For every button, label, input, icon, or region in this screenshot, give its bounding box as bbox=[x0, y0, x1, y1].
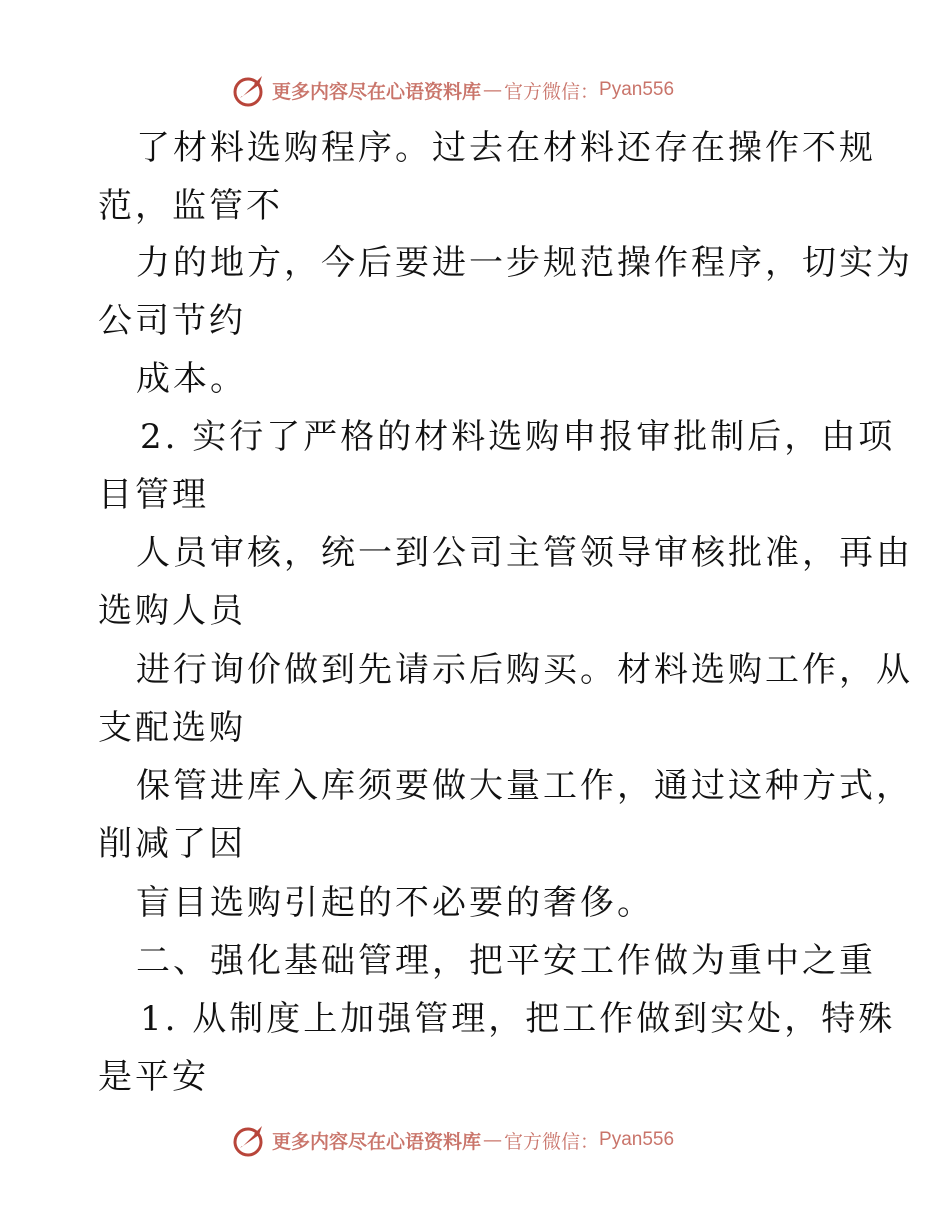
watermark-wechat-handle: Pyan556 bbox=[599, 1129, 675, 1150]
text-line: 盲目选购引起的不必要的奢侈。 bbox=[136, 883, 654, 923]
text-line: 公司节约 bbox=[98, 301, 246, 341]
text-line: 力的地方，今后要进一步规范操作程序，切实为 bbox=[136, 243, 913, 283]
text-line: 目管理 bbox=[98, 475, 209, 515]
watermark-brand: 更多内容尽在心语资料库 bbox=[272, 1130, 482, 1153]
header-watermark bbox=[232, 72, 674, 108]
text-line: 了材料选购程序。过去在材料还存在操作不规 bbox=[136, 128, 876, 168]
text-line: 支配选购 bbox=[98, 708, 246, 748]
watermark-official-label: 官方微信： bbox=[504, 1130, 600, 1153]
text-line: 削减了因 bbox=[98, 824, 246, 864]
watermark-brand: 更多内容尽在心语资料库 bbox=[272, 80, 482, 103]
text-line: 进行询价做到先请示后购买。材料选购工作，从 bbox=[136, 650, 913, 690]
watermark-wechat-handle: Pyan556 bbox=[599, 79, 675, 100]
watermark-dash: — bbox=[483, 1129, 503, 1151]
footer-watermark bbox=[232, 1122, 674, 1158]
text-line: 成本。 bbox=[136, 359, 247, 399]
quill-logo-icon bbox=[232, 72, 268, 108]
text-line: 2. 实行了严格的材料选购申报审批制后，由项 bbox=[140, 417, 896, 457]
text-line: 选购人员 bbox=[98, 591, 246, 631]
text-line: 保管进库入库须要做大量工作，通过这种方式， bbox=[136, 766, 913, 806]
watermark-official-label: 官方微信： bbox=[504, 80, 600, 103]
watermark-dash: — bbox=[483, 79, 503, 101]
section-heading: 二、强化基础管理，把平安工作做为重中之重 bbox=[136, 941, 876, 981]
text-line: 1. 从制度上加强管理，把工作做到实处，特殊 bbox=[140, 999, 896, 1039]
text-line: 范，监管不 bbox=[98, 186, 283, 226]
text-line: 是平安 bbox=[98, 1057, 209, 1097]
quill-logo-icon bbox=[232, 1122, 268, 1158]
text-line: 人员审核，统一到公司主管领导审核批准，再由 bbox=[136, 533, 913, 573]
